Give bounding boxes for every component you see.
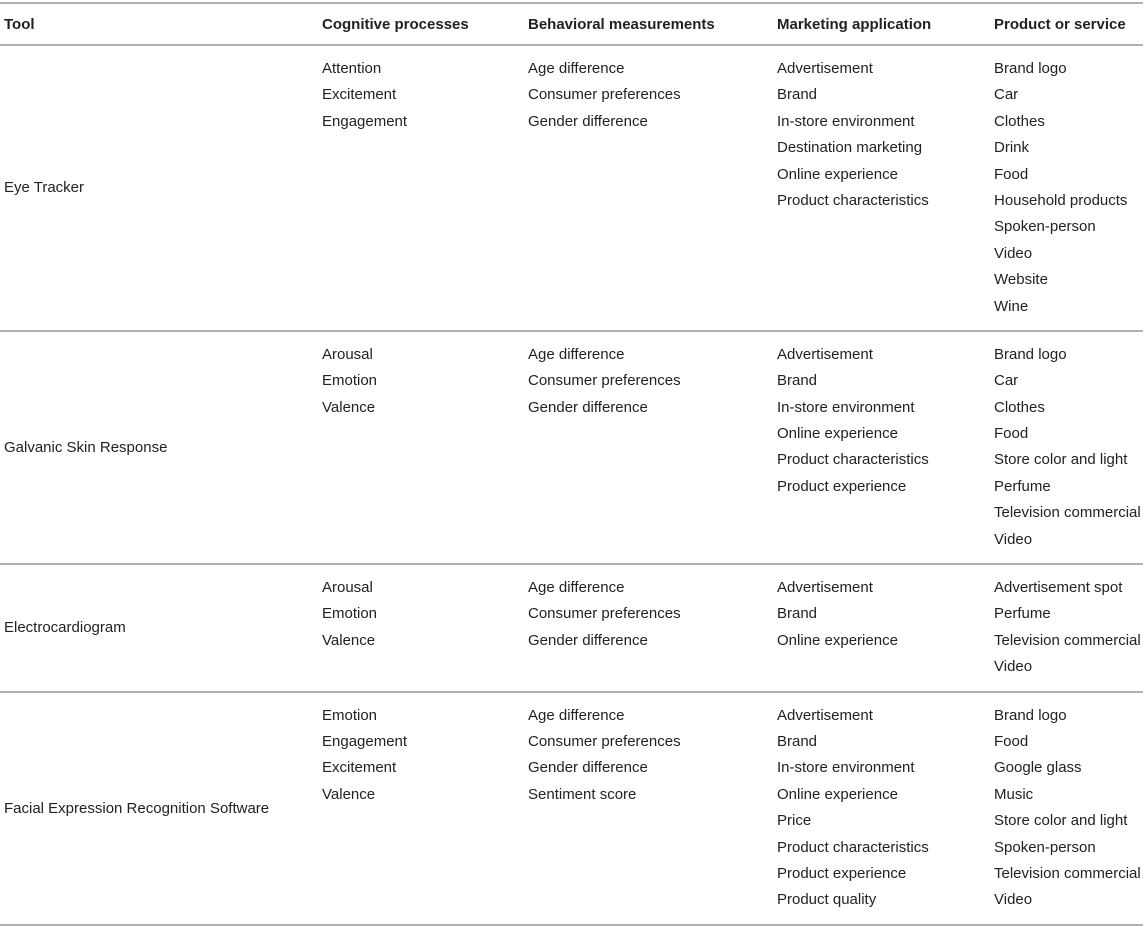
cognitive-item: Valence: [322, 785, 376, 803]
cognitive-item: Excitement: [322, 759, 397, 777]
product-item: Website: [994, 271, 1048, 289]
behavioral-cell: [524, 564, 773, 692]
product-item: Perfume: [994, 605, 1051, 623]
marketing-item: Price: [777, 812, 812, 830]
cognitive-item: Valence: [322, 631, 376, 649]
marketing-item: Product characteristics: [777, 451, 929, 469]
product-item: Television commercial: [994, 864, 1141, 882]
cognitive-item: Emotion: [322, 605, 378, 623]
product-item: Video: [994, 891, 1033, 909]
product-item: Clothes: [994, 398, 1045, 416]
product-item: Clothes: [994, 112, 1045, 130]
marketing-item: Online experience: [777, 631, 898, 649]
behavioral-item: Gender difference: [528, 112, 648, 130]
cognitive-item: Arousal: [322, 345, 373, 363]
behavioral-item: Age difference: [528, 60, 625, 77]
product-item: Video: [994, 530, 1033, 548]
product-item: Household products: [994, 191, 1128, 209]
behavioral-item: Age difference: [528, 706, 625, 724]
behavioral-cell: [524, 45, 773, 331]
cognitive-item: Engagement: [322, 732, 408, 750]
product-item: Store color and light: [994, 451, 1128, 469]
behavioral-cell: [524, 692, 773, 925]
behavioral-item: Age difference: [528, 345, 625, 363]
marketing-cell: [773, 45, 990, 331]
product-item: Television commercial: [994, 631, 1141, 649]
cognitive-item: Emotion: [322, 706, 378, 724]
product-item: Television commercial: [994, 504, 1141, 522]
behavioral-item: Gender difference: [528, 631, 648, 649]
marketing-item: Online experience: [777, 165, 898, 183]
marketing-item: Brand: [777, 372, 818, 390]
product-item: Food: [994, 165, 1029, 183]
header-cognitive: Cognitive processes: [318, 3, 524, 45]
product-item: Google glass: [994, 759, 1082, 777]
header-tool: Tool: [0, 3, 318, 45]
tool-cell: Electrocardiogram: [0, 564, 318, 692]
product-cell: [990, 331, 1143, 564]
marketing-item: Online experience: [777, 785, 898, 803]
behavioral-item: Sentiment score: [528, 785, 637, 803]
product-item: Video: [994, 658, 1033, 676]
behavioral-item: Gender difference: [528, 759, 648, 777]
marketing-item: Product characteristics: [777, 838, 929, 856]
header-behavioral: Behavioral measurements: [524, 3, 773, 45]
product-item: Music: [994, 785, 1034, 803]
marketing-item: Advertisement: [777, 706, 873, 724]
behavioral-item: Age difference: [528, 579, 625, 597]
product-item: Car: [994, 372, 1019, 390]
product-item: Store color and light: [994, 812, 1128, 830]
marketing-item: Product quality: [777, 891, 877, 909]
product-item: Food: [994, 425, 1029, 443]
product-item: Brand logo: [994, 345, 1067, 363]
behavioral-item: Gender difference: [528, 398, 648, 416]
header-row: [0, 3, 1143, 45]
product-item: Food: [994, 732, 1029, 750]
cognitive-item: Excitement: [322, 86, 397, 104]
table-row: [0, 564, 1143, 692]
cognitive-item: Arousal: [322, 579, 373, 597]
marketing-item: Destination marketing: [777, 139, 923, 157]
tools-table: [0, 2, 1143, 926]
behavioral-cell: [524, 331, 773, 564]
marketing-cell: [773, 331, 990, 564]
table-row: [0, 331, 1143, 564]
marketing-item: In-store environment: [777, 759, 915, 777]
cognitive-cell: [318, 45, 524, 331]
behavioral-item: Consumer preferences: [528, 605, 681, 623]
tool-cell: Galvanic Skin Response: [0, 331, 318, 564]
marketing-item: In-store environment: [777, 398, 915, 416]
marketing-item: Product experience: [777, 477, 907, 495]
marketing-item: Advertisement: [777, 60, 873, 77]
product-item: Wine: [994, 297, 1029, 315]
marketing-cell: [773, 564, 990, 692]
product-item: Spoken-person: [994, 838, 1096, 856]
table-row: [0, 692, 1143, 925]
cognitive-item: Valence: [322, 398, 376, 416]
product-item: Car: [994, 86, 1019, 104]
product-item: Perfume: [994, 477, 1051, 495]
product-cell: [990, 45, 1143, 331]
marketing-item: In-store environment: [777, 112, 915, 130]
marketing-item: Brand: [777, 732, 818, 750]
marketing-item: Product characteristics: [777, 191, 929, 209]
cognitive-cell: [318, 692, 524, 925]
cognitive-cell: [318, 564, 524, 692]
marketing-item: Brand: [777, 86, 818, 104]
cognitive-item: Attention: [322, 60, 382, 77]
product-item: Advertisement spot: [994, 579, 1123, 597]
product-cell: [990, 564, 1143, 692]
product-item: Video: [994, 244, 1033, 262]
product-item: Brand logo: [994, 60, 1067, 77]
product-item: Drink: [994, 139, 1030, 157]
header-marketing: Marketing application: [773, 3, 990, 45]
product-item: Brand logo: [994, 706, 1067, 724]
behavioral-item: Consumer preferences: [528, 86, 681, 104]
tool-cell: Eye Tracker: [0, 45, 318, 331]
marketing-cell: [773, 692, 990, 925]
behavioral-item: Consumer preferences: [528, 372, 681, 390]
cognitive-item: Emotion: [322, 372, 378, 390]
header-product: Product or service: [990, 3, 1143, 45]
product-item: Spoken-person: [994, 218, 1096, 236]
product-cell: [990, 692, 1143, 925]
tool-cell: Facial Expression Recognition Software: [0, 692, 318, 925]
behavioral-item: Consumer preferences: [528, 732, 681, 750]
cognitive-cell: [318, 331, 524, 564]
marketing-item: Online experience: [777, 425, 898, 443]
marketing-item: Advertisement: [777, 579, 873, 597]
cognitive-item: Engagement: [322, 112, 408, 130]
marketing-item: Brand: [777, 605, 818, 623]
table-row: [0, 45, 1143, 331]
marketing-item: Advertisement: [777, 345, 873, 363]
marketing-item: Product experience: [777, 864, 907, 882]
